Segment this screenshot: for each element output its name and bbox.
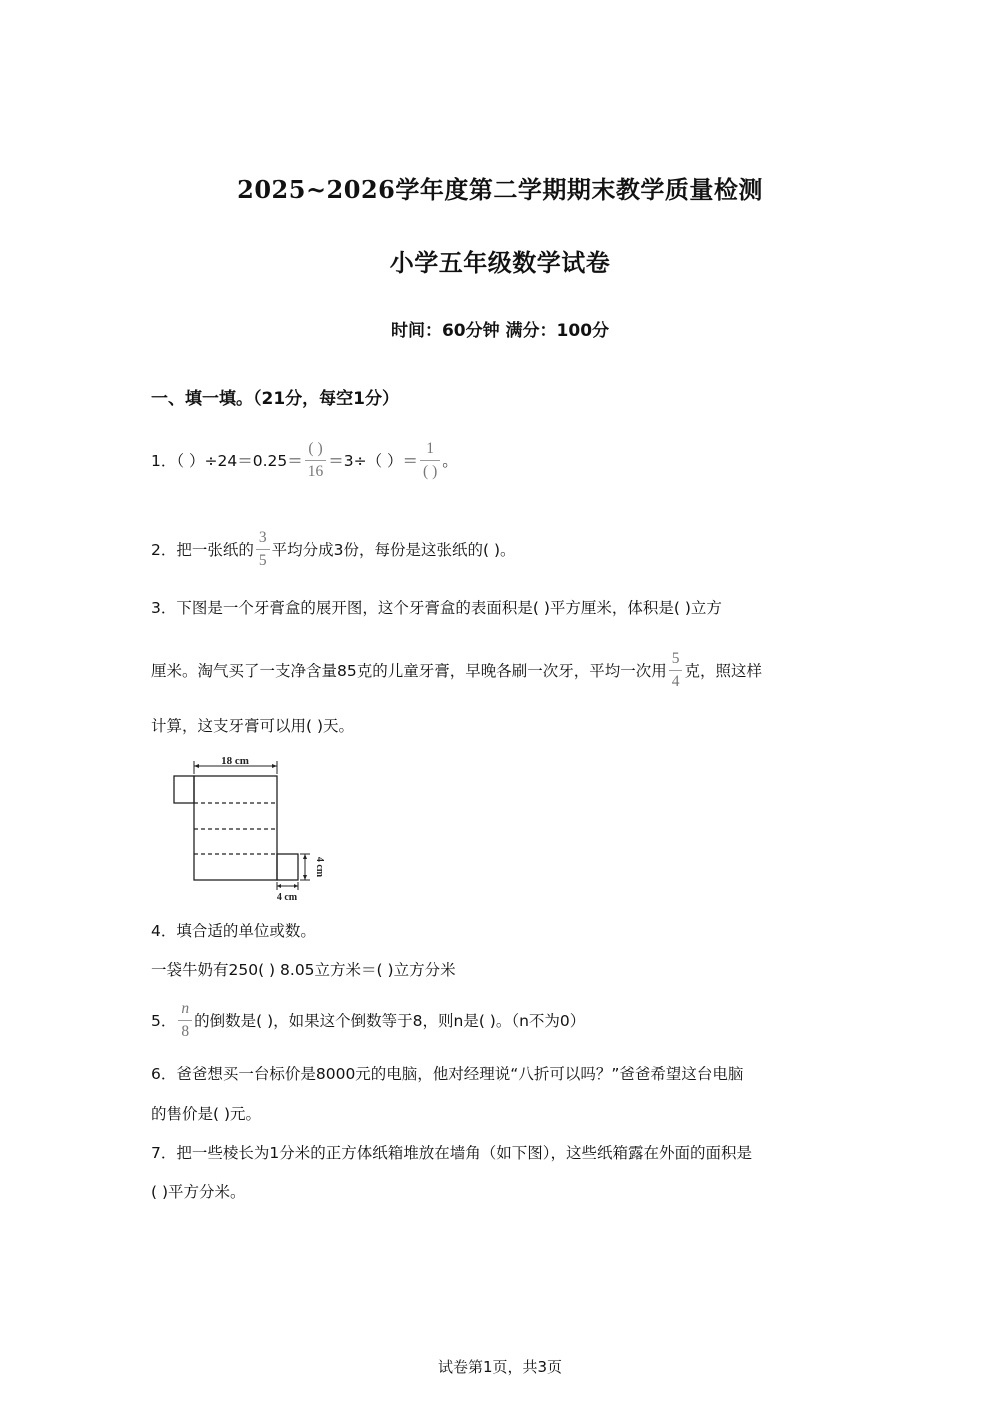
label-right-dimension: 4 cm bbox=[314, 856, 325, 878]
question-3-line-1: 3．下图是一个牙膏盒的展开图，这个牙膏盒的表面积是( )平方厘米，体积是( )立方 bbox=[151, 599, 722, 617]
question-4-line-2: 一袋牛奶有250( ) 8.05立方米＝( )立方分米 bbox=[151, 961, 456, 979]
q1-fraction-1 bbox=[305, 441, 327, 479]
q5-fraction bbox=[178, 1001, 192, 1039]
q3-fraction bbox=[669, 651, 683, 689]
question-6-line-1: 6．爸爸想买一台标价是8000元的电脑，他对经理说“八折可以吗？”爸爸希望这台电脑 bbox=[151, 1065, 744, 1083]
question-3-line-2 bbox=[151, 644, 762, 696]
q1-suffix: 。 bbox=[442, 452, 458, 470]
q1-frac1-denominator: 16 bbox=[307, 462, 324, 480]
q3-line2-suffix: 克，照这样 bbox=[684, 662, 762, 680]
exam-title: 2025~2026学年度第二学期期末教学质量检测 bbox=[237, 175, 763, 204]
page-footer: 试卷第1页，共3页 bbox=[437, 1358, 563, 1376]
question-5 bbox=[151, 996, 585, 1044]
q3-line2-prefix: 厘米。淘气买了一支净含量85克的儿童牙膏，早晚各刷一次牙，平均一次用 bbox=[151, 662, 667, 680]
question-4-line-1: 4．填合适的单位或数。 bbox=[151, 922, 316, 940]
q2-denominator: 5 bbox=[258, 551, 267, 569]
q3-denominator: 4 bbox=[671, 672, 680, 690]
exam-meta: 时间：60分钟 满分：100分 bbox=[390, 321, 610, 341]
label-bottom-dimension: 4 cm bbox=[276, 892, 298, 903]
q2-prefix: 2．把一张纸的 bbox=[151, 541, 254, 559]
q2-fraction bbox=[256, 530, 270, 568]
question-1 bbox=[151, 434, 458, 486]
question-7-line-1: 7．把一些棱长为1分米的正方体纸箱堆放在墙角（如下图），这些纸箱露在外面的面积是 bbox=[151, 1144, 752, 1162]
q1-prefix: 1．（ ）÷24＝0.25＝ bbox=[151, 452, 303, 470]
q1-frac2-numerator: 1 bbox=[420, 441, 440, 461]
q5-numerator: n bbox=[178, 1001, 192, 1021]
q2-numerator: 3 bbox=[256, 530, 270, 550]
question-7-line-2: ( )平方分米。 bbox=[151, 1183, 246, 1201]
q5-prefix: 5． bbox=[151, 1012, 177, 1030]
section-heading: 一、填一填。（21分，每空1分） bbox=[151, 389, 399, 409]
question-2 bbox=[151, 526, 516, 572]
toothpaste-box-net-figure bbox=[165, 752, 335, 904]
q3-numerator: 5 bbox=[669, 651, 683, 671]
net-main-rect bbox=[194, 776, 277, 880]
exam-subtitle: 小学五年级数学试卷 bbox=[389, 248, 611, 277]
question-6-line-2: 的售价是( )元。 bbox=[151, 1105, 262, 1123]
q5-suffix: 的倒数是( )，如果这个倒数等于8，则n是( )。（n不为0） bbox=[194, 1012, 586, 1030]
net-right-flap bbox=[277, 854, 298, 880]
question-3-line-3: 计算，这支牙膏可以用( )天。 bbox=[151, 717, 355, 735]
q1-frac2-denominator: ( ) bbox=[423, 462, 438, 480]
net-left-flap bbox=[174, 776, 194, 803]
q2-suffix: 平均分成3份，每份是这张纸的( )。 bbox=[271, 541, 516, 559]
q1-mid: ＝3÷（ ）＝ bbox=[328, 452, 419, 470]
label-top-dimension: 18 cm bbox=[221, 755, 249, 767]
q5-denominator: 8 bbox=[181, 1022, 190, 1040]
q1-fraction-2 bbox=[420, 441, 440, 479]
q1-frac1-numerator: ( ) bbox=[305, 441, 327, 461]
